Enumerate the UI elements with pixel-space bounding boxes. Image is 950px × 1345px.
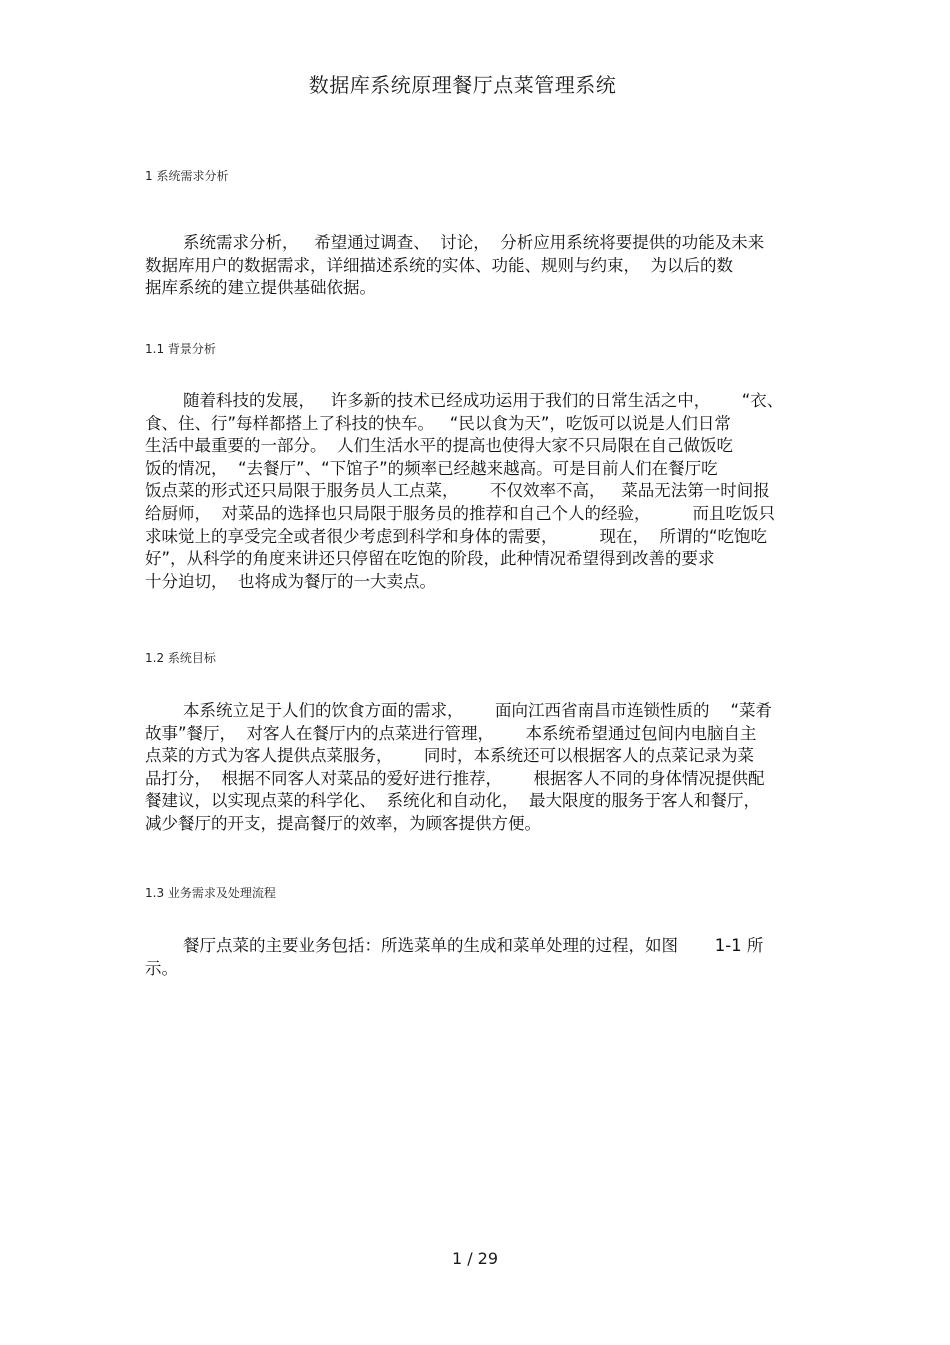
page-number: 1 / 29 [451, 1249, 499, 1268]
section-heading: 1.3 业务需求及处理流程 [145, 886, 276, 900]
section-heading: 1.1 背景分析 [145, 342, 216, 356]
paragraph-line: 系统需求分析， 希望通过调查、 讨论， 分析应用系统将要提供的功能及未来 [183, 233, 765, 252]
paragraph-line: 点菜的方式为客人提供点菜服务， 同时，本系统还可以根据客人的点菜记录为菜 [145, 746, 754, 766]
paragraph-line: 饭点菜的形式还只局限于服务员人工点菜， 不仅效率不高， 菜品无法第一时间报 [145, 481, 770, 501]
paragraph-line: 好”，从科学的角度来讲还只停留在吃饱的阶段，此种情况希望得到改善的要求 [145, 549, 715, 569]
document-title: 数据库系统原理餐厅点菜管理系统 [308, 73, 617, 97]
section-heading: 1.2 系统目标 [145, 651, 216, 665]
paragraph-line: 随着科技的发展， 许多新的技术已经成功运用于我们的日常生活之中， “衣、 [183, 391, 784, 410]
paragraph-line: 生活中最重要的一部分。 人们生活水平的提高也使得大家不只局限在自己做饭吃 [145, 436, 733, 456]
paragraph-line: 饭的情况， “去餐厅”、“下馆子”的频率已经越来越高。可是目前人们在餐厅吃 [145, 458, 718, 478]
paragraph-line: 给厨师， 对菜品的选择也只局限于服务员的推荐和自己个人的经验， 而且吃饭只 [145, 503, 775, 523]
paragraph-line: 减少餐厅的开支，提高餐厅的效率，为顾客提供方便。 [145, 813, 541, 833]
paragraph-line: 本系统立足于人们的饮食方面的需求， 面向江西省南昌市连锁性质的 “菜肴 [183, 701, 772, 720]
paragraph-line: 品打分， 根据不同客人对菜品的爱好进行推荐， 根据客人不同的身体情况提供配 [145, 768, 765, 788]
paragraph-line: 故事”餐厅， 对客人在餐厅内的点菜进行管理， 本系统希望通过包间内电脑自主 [145, 723, 757, 743]
section-paragraph [145, 232, 810, 300]
paragraph-line: 数据库用户的数据需求，详细描述系统的实体、功能、规则与约束， 为以后的数 [145, 255, 733, 275]
paragraph-line: 求味觉上的享受完全或者很少考虑到科学和身体的需要， 现在， 所谓的“吃饱吃 [145, 526, 767, 546]
section-paragraph [145, 390, 810, 593]
paragraph-line: 示。 [145, 958, 178, 978]
section-paragraph [145, 935, 810, 980]
paragraph-line: 十分迫切， 也将成为餐厅的一大卖点。 [145, 571, 436, 591]
paragraph-line: 餐厅点菜的主要业务包括：所选菜单的生成和菜单处理的过程，如图 1-1 所 [183, 936, 764, 955]
section-paragraph [145, 700, 810, 836]
paragraph-line: 据库系统的建立提供基础依据。 [145, 278, 376, 298]
section-heading: 1 系统需求分析 [145, 169, 229, 183]
paragraph-line: 食、住、行”每样都搭上了科技的快车。 “民以食为天”，吃饭可以说是人们日常 [145, 413, 731, 433]
paragraph-line: 餐建议，以实现点菜的科学化、 系统化和自动化， 最大限度的服务于客人和餐厅， [145, 791, 760, 811]
